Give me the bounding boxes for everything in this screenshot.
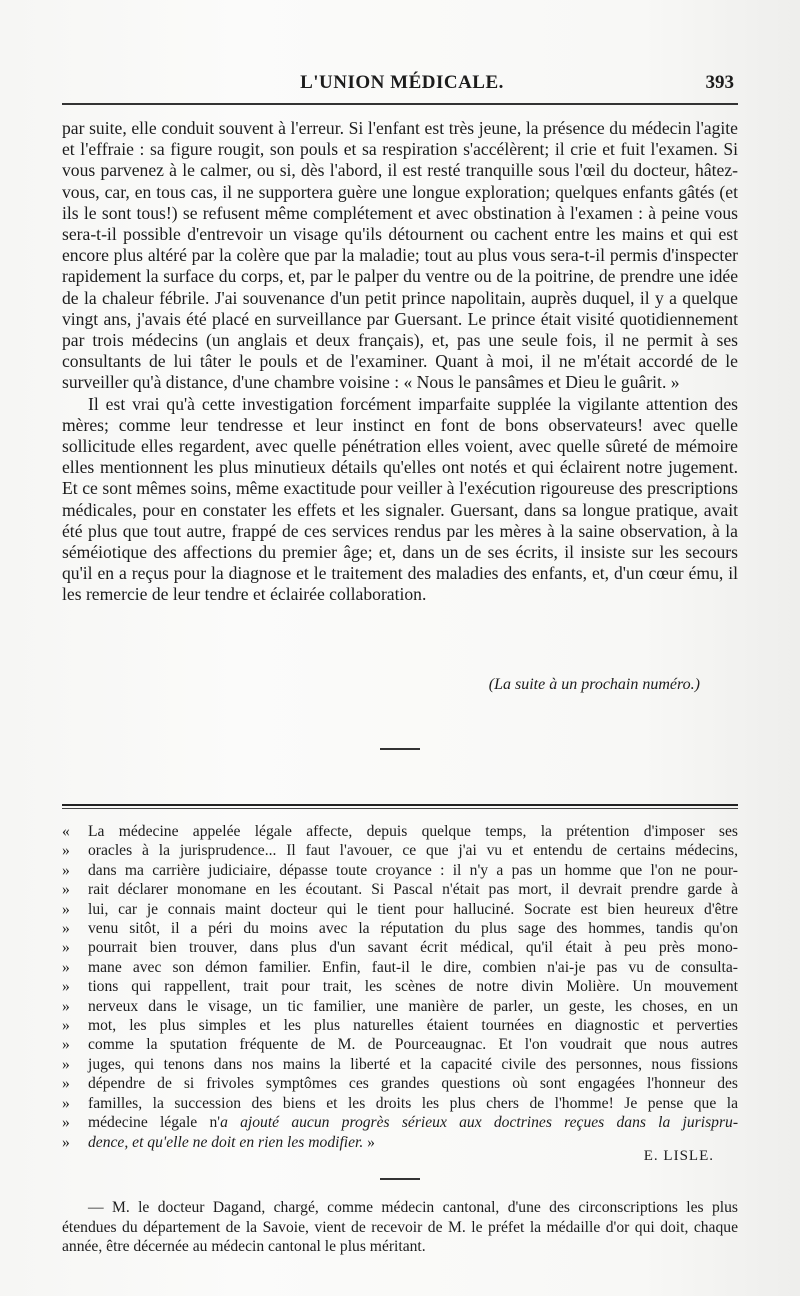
quote-line-text — [88, 919, 738, 938]
quote-line — [62, 938, 738, 957]
section-divider-2 — [380, 1178, 420, 1180]
quote-mark: » — [62, 881, 70, 899]
quote-line-text — [88, 1055, 738, 1074]
quote-mark: » — [62, 861, 70, 879]
quote-mark: » — [62, 1075, 70, 1093]
quote-italic-text: dence, et qu'elle ne doit en rien les modifier. — [88, 1133, 364, 1151]
paragraph-2: Il est vrai qu'à cette investigation forcément imparfaite supplée la vigilante attention des mères; comme leur tendresse et leur instinct en font de bons observateurs! avec quelle sollicitude elles regardent, avec quelle pénétration elles voient, avec quelle sûreté de mémoire elles mentionnent les plus minutieux détails qu'elles ont notés et qui éclairent notre jugement. Et ce sont mêmes soins, même exactitude pour veiller à l'exécution rigoureuse des prescriptions médicales, pour en constater les effets et les signaler. Guersant, dans sa longue pratique, avait été plus que tout autre, frappé de ces services rendus par les mères à la saine observation, à la séméiotique des affections du premier âge; et, dans un de ses écrits, il insiste sur les secours qu'il en a reçus pour la diagnose et le traitement des maladies des enfants, et, d'un cœur ému, il les remercie de leur tendre et éclairée collaboration. — [62, 393, 738, 605]
quote-line — [62, 880, 738, 899]
quote-line-text — [88, 841, 738, 860]
quote-line-text — [88, 958, 738, 977]
quote-line-text — [88, 880, 738, 899]
quote-line — [62, 1113, 738, 1132]
continued-note: (La suite à un prochain numéro.) — [488, 676, 700, 693]
quote-text: familles, la succession des biens et les droits les plus chers de l'homme! Je pense que la — [88, 1094, 738, 1112]
page-header — [62, 70, 742, 104]
quote-mark: » — [62, 842, 70, 860]
quote-line-text — [88, 822, 738, 841]
quote-text: mane avec son démon familier. Enfin, faut-il le dire, combien n'ai-je pas vu de consulta- — [88, 958, 738, 976]
quote-line-text — [88, 1113, 738, 1132]
quote-mark: » — [62, 1114, 70, 1132]
quote-line — [62, 822, 738, 841]
quote-mark: » — [62, 900, 70, 918]
news-item-text: — M. le docteur Dagand, chargé, comme médecin cantonal, d'une des circonscriptions les plus étendues du département de la Savoie, vient de recevoir de M. le préfet la médaille d'or qui doit, chaque année, être décernée au médecin cantonal le plus méritant. — [62, 1199, 738, 1256]
quote-line — [62, 1016, 738, 1035]
page-number: 393 — [705, 72, 734, 93]
quote-text: pourrait bien trouver, dans plus d'un savant écrit médical, qu'il était à peu près mono- — [88, 939, 738, 957]
quote-line — [62, 977, 738, 996]
quote-text: oracles à la jurisprudence... Il faut l'avouer, ce que j'ai vu et entendu de certains médecins, — [88, 842, 738, 860]
quote-text: dépendre de si frivoles symptômes ces grandes questions où sont engagées l'honneur des — [88, 1075, 738, 1093]
quote-line — [62, 997, 738, 1016]
quote-line-text — [88, 1133, 738, 1152]
quote-line-text — [88, 1094, 738, 1113]
quote-line — [62, 1133, 738, 1152]
quote-mark: « — [62, 823, 70, 840]
news-item — [62, 1198, 738, 1257]
quote-text: dans ma carrière judiciaire, dépasse toute croyance : il n'y a pas un homme que l'on ne pour- — [88, 861, 738, 879]
quote-mark: » — [62, 939, 70, 957]
header-rule — [62, 103, 738, 105]
quotation-block — [62, 822, 738, 1152]
quote-line-text — [88, 938, 738, 957]
double-rule-divider — [62, 804, 738, 809]
quote-line — [62, 900, 738, 919]
quote-text: rait déclarer monomane en les écoutant. Si Pascal n'était pas mort, il devrait prendre garde à — [88, 881, 738, 899]
quote-mark: » — [62, 1036, 70, 1054]
quote-line — [62, 919, 738, 938]
quote-mark: » — [62, 958, 70, 976]
article-body — [62, 118, 738, 606]
quote-text: lui, car je connais maint docteur qui le tient pour halluciné. Socrate est bien heureux d'être — [88, 900, 738, 918]
quote-line-text — [88, 1016, 738, 1035]
quote-line-text — [88, 1035, 738, 1054]
quote-text: médecine légale n' — [88, 1114, 221, 1132]
quote-italic-text: a ajouté aucun progrès sérieux aux doctrines reçues dans la jurispru- — [220, 1114, 739, 1132]
quote-text: tions qui rappellent, trait pour trait, les scènes de notre divin Molière. Un mouvement — [88, 978, 738, 996]
quote-text: comme la sputation fréquente de M. de Pourceaugnac. Et l'on voudrait que nous autres — [88, 1036, 738, 1054]
quote-mark: » — [62, 1133, 70, 1151]
quote-line — [62, 861, 738, 880]
quote-line-text — [88, 1074, 738, 1093]
quote-mark: » — [62, 920, 70, 938]
section-divider — [380, 748, 420, 750]
quote-text: La médecine appelée légale affecte, depuis quelque temps, la prétention d'imposer ses — [88, 823, 738, 840]
quote-text: juges, qui tenons dans nos mains la liberté et la capacité civile des personnes, nous fissions — [88, 1055, 738, 1073]
quote-line-text — [88, 861, 738, 880]
quote-line — [62, 841, 738, 860]
quote-text: nerveux dans le visage, un tic familier, une manière de parler, un geste, les choses, en un — [88, 997, 738, 1015]
paragraph-1: par suite, elle conduit souvent à l'erreur. Si l'enfant est très jeune, la présence du médecin l'agite et l'effraie : sa figure rougit, son pouls et sa respiration s'accélèrent; il crie et fuit l'examen. Si vous parvenez à le calmer, ou si, dès l'abord, il est resté tranquille sous l'œil du docteur, hâtez-vous, car, en tous cas, il ne supportera guère une longue exploration; quelques enfants gâtés (et ils le sont tous!) se refusent même complétement et avec obstination à l'examen : à peine vous sera-t-il possible d'entrevoir un visage qu'ils détournent ou cachent entre les mains et qui est encore plus altéré par la colère que par la maladie; tout au plus vous sera-t-il permis d'inspecter rapidement la surface du corps, et, par le palper du ventre ou de la poitrine, de prendre une idée de la chaleur fébrile. J'ai souvenance d'un petit prince napolitain, auprès duquel, il y a quelque vingt ans, j'avais été placé en surveillance par Guersant. Le prince était visité quotidiennement par trois médecins (un anglais et deux français), et, pas une seule fois, il ne permit à ses consultants de lui tâter le pouls et de l'examiner. Quant à moi, il ne m'était accordé de le surveiller qu'à distance, d'une chambre voisine : « Nous le pansâmes et Dieu le guârit. » — [62, 118, 738, 393]
quote-line-text — [88, 900, 738, 919]
quote-text: venu sitôt, il a péri du moins avec la réputation du plus sage des hommes, tandis qu'on — [88, 920, 738, 938]
quote-line — [62, 1035, 738, 1054]
quote-line — [62, 1055, 738, 1074]
quote-line — [62, 1094, 738, 1113]
quote-mark: » — [62, 978, 70, 996]
quote-close-mark: » — [363, 1133, 375, 1151]
quote-mark: » — [62, 1017, 70, 1035]
signature: E. LISLE. — [643, 1148, 714, 1164]
quote-line — [62, 1074, 738, 1093]
running-title: L'UNION MÉDICALE. — [300, 72, 504, 93]
quote-text: mot, les plus simples et les plus naturelles étaient tournées en diagnostic et perverties — [88, 1017, 738, 1035]
quote-mark: » — [62, 1055, 70, 1073]
quote-line — [62, 958, 738, 977]
quote-line-text — [88, 977, 738, 996]
quote-mark: » — [62, 1094, 70, 1112]
quote-mark: » — [62, 997, 70, 1015]
quote-line-text — [88, 997, 738, 1016]
